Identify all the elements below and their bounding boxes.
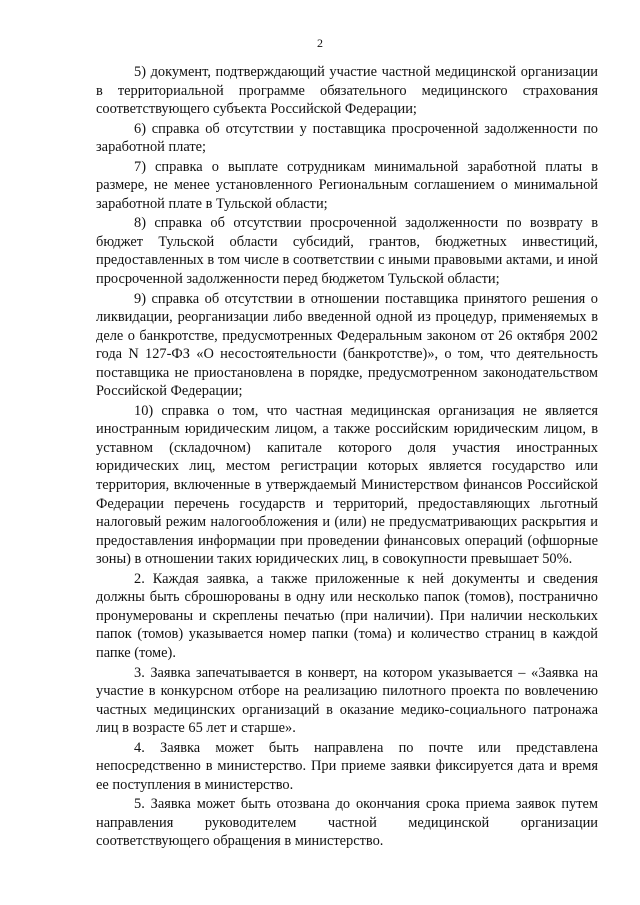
paragraph-item-8: 8) справка об отсутствии просроченной задолженности по возврату в бюджет Тульской области субсидий, грантов, бюджетных инвестиций, предоставленных в том числе в соответствии с иными правовыми актами, и иной просроченной задолженности перед бюджетом Тульской области; bbox=[96, 215, 598, 288]
paragraph-clause-2: 2. Каждая заявка, а также приложенные к ней документы и сведения должны быть сброшюрованы в одну или несколько папок (томов), постранично пронумерованы и скреплены печатью (при наличии). При наличии нескольких папок (томов) указывается номер папки (тома) и количество страниц в каждой папке (томе). bbox=[96, 570, 598, 661]
paragraph-item-6: 6) справка об отсутствии у поставщика просроченной задолженности по заработной плате; bbox=[96, 120, 598, 156]
page-number: 2 bbox=[317, 36, 323, 50]
paragraph-clause-4: 4. Заявка может быть направлена по почте или представлена непосредственно в министерство. При приеме заявки фиксируется дата и время ее поступления в министерство. bbox=[96, 739, 598, 793]
document-body bbox=[96, 63, 598, 851]
paragraph-item-9: 9) справка об отсутствии в отношении поставщика принятого решения о ликвидации, реорганизации либо введенной одной из процедур, применяемых в деле о банкротстве, предусмотренных Федеральным законом от 26 октября 2002 года N 127-ФЗ «О несостоятельности (банкротстве)», о том, что деятельность поставщика не приостановлена в порядке, предусмотренном законодательством Российской Федерации; bbox=[96, 290, 598, 400]
paragraph-item-7: 7) справка о выплате сотрудникам минимальной заработной платы в размере, не менее установленного Региональным соглашением о минимальной заработной плате в Тульской области; bbox=[96, 158, 598, 212]
paragraph-clause-5: 5. Заявка может быть отозвана до окончания срока приема заявок путем направления руководителем частной медицинской организации соответствующего обращения в министерство. bbox=[96, 796, 598, 850]
paragraph-item-10: 10) справка о том, что частная медицинская организация не является иностранным юридическим лицом, а также российским юридическим лицом, в уставном (складочном) капитале которого доля участия иностранных юридических лиц, местом регистрации которых является государство или территория, включенные в утверждаемый Министерством финансов Российской Федерации перечень государств и территорий, предоставляющих льготный налоговый режим налогообложения и (или) не предусматривающих раскрытия и предоставления информации при проведении финансовых операций (офшорные зоны) в отношении таких юридических лиц, в совокупности превышает 50%. bbox=[96, 402, 598, 568]
paragraph-item-5: 5) документ, подтверждающий участие частной медицинской организации в территориальной программе обязательного медицинского страхования соответствующего субъекта Российской Федерации; bbox=[96, 64, 598, 118]
paragraph-clause-3: 3. Заявка запечатывается в конверт, на котором указывается – «Заявка на участие в конкурсном отборе на реализацию пилотного проекта по вовлечению частных медицинских организаций в оказание медико-социального патронажа лиц в возрасте 65 лет и старше». bbox=[96, 664, 598, 737]
